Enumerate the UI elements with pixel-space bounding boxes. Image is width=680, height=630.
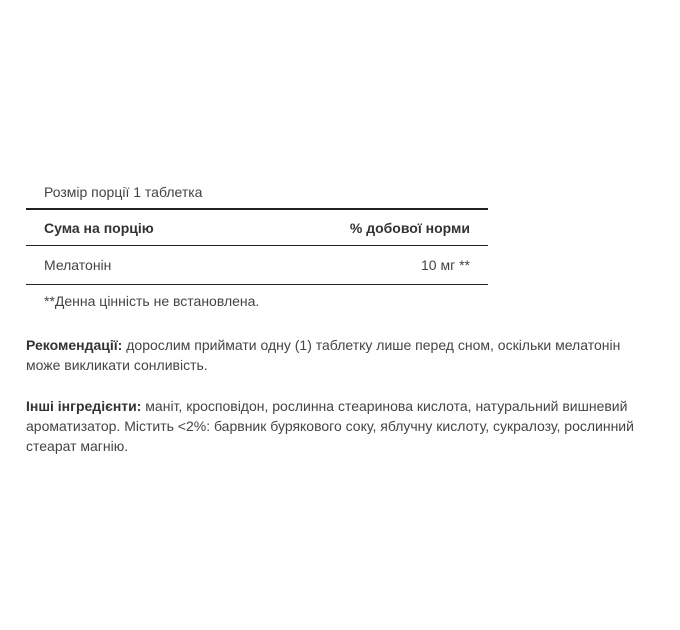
footnote: **Денна цінність не встановлена. [44, 293, 260, 309]
amount-per-serving-header: Сума на порцію [44, 219, 154, 236]
other-ingredients-paragraph [26, 396, 656, 456]
table-header [26, 210, 488, 246]
table-row [26, 246, 488, 285]
recommendations-paragraph [26, 335, 656, 375]
recommendations-label: Рекомендації: [26, 337, 123, 353]
other-ingredients-label: Інші інгредієнти: [26, 398, 142, 414]
serving-size: Розмір порції 1 таблетка [26, 178, 488, 210]
recommendations-text: дорослим приймати одну (1) таблетку лише перед сном, оскільки мелатонін може викликати сонливість. [26, 337, 621, 373]
ingredient-name: Мелатонін [44, 257, 112, 273]
daily-value-header: % добової норми [349, 219, 470, 236]
other-ingredients-text: маніт, кросповідон, рослинна стеаринова кислота, натуральний вишневий ароматизатор. Містить <2%: барвник бурякового соку, яблучну кислоту, сукралозу, рослинний стеарат магнію. [26, 398, 634, 454]
supplement-facts-table [26, 178, 488, 309]
ingredient-amount: 10 мг ** [421, 257, 470, 273]
